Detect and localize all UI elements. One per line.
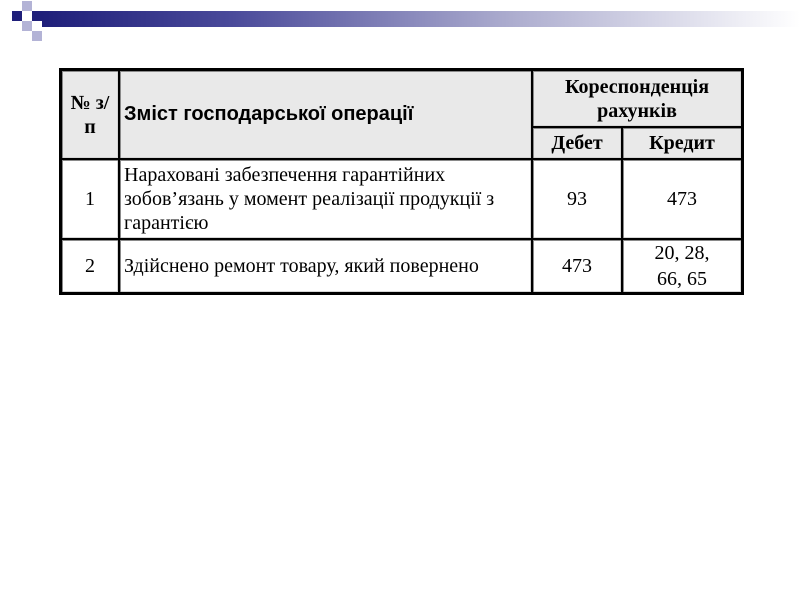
header-content: Зміст господарської операції — [119, 70, 532, 159]
row-content: Нараховані забезпечення гарантійних зобов’язань у момент реалізації продукції з гарантією — [119, 159, 532, 239]
row-debit: 473 — [532, 239, 622, 293]
row-content: Здійснено ремонт товару, який повернено — [119, 239, 532, 293]
decor-square-dark-2 — [32, 11, 42, 21]
table-row — [61, 239, 742, 293]
row-number: 2 — [61, 239, 119, 293]
decor-square-light-3 — [32, 31, 42, 41]
decor-gradient-band — [42, 11, 800, 27]
header-credit: Кредит — [622, 127, 742, 159]
operations-table — [59, 68, 744, 295]
row-number: 1 — [61, 159, 119, 239]
decor-square-dark-1 — [12, 11, 22, 21]
decor-square-light-2 — [22, 21, 32, 31]
header-number: № з/п — [61, 70, 119, 159]
decor-square-light-1 — [22, 1, 32, 11]
row-credit: 473 — [622, 159, 742, 239]
header-correspondence: Кореспонденція рахунків — [532, 70, 742, 127]
row-debit: 93 — [532, 159, 622, 239]
row-credit: 20, 28, 66, 65 — [622, 239, 742, 293]
header-debit: Дебет — [532, 127, 622, 159]
slide-header-decoration — [0, 0, 800, 48]
table-row — [61, 159, 742, 239]
